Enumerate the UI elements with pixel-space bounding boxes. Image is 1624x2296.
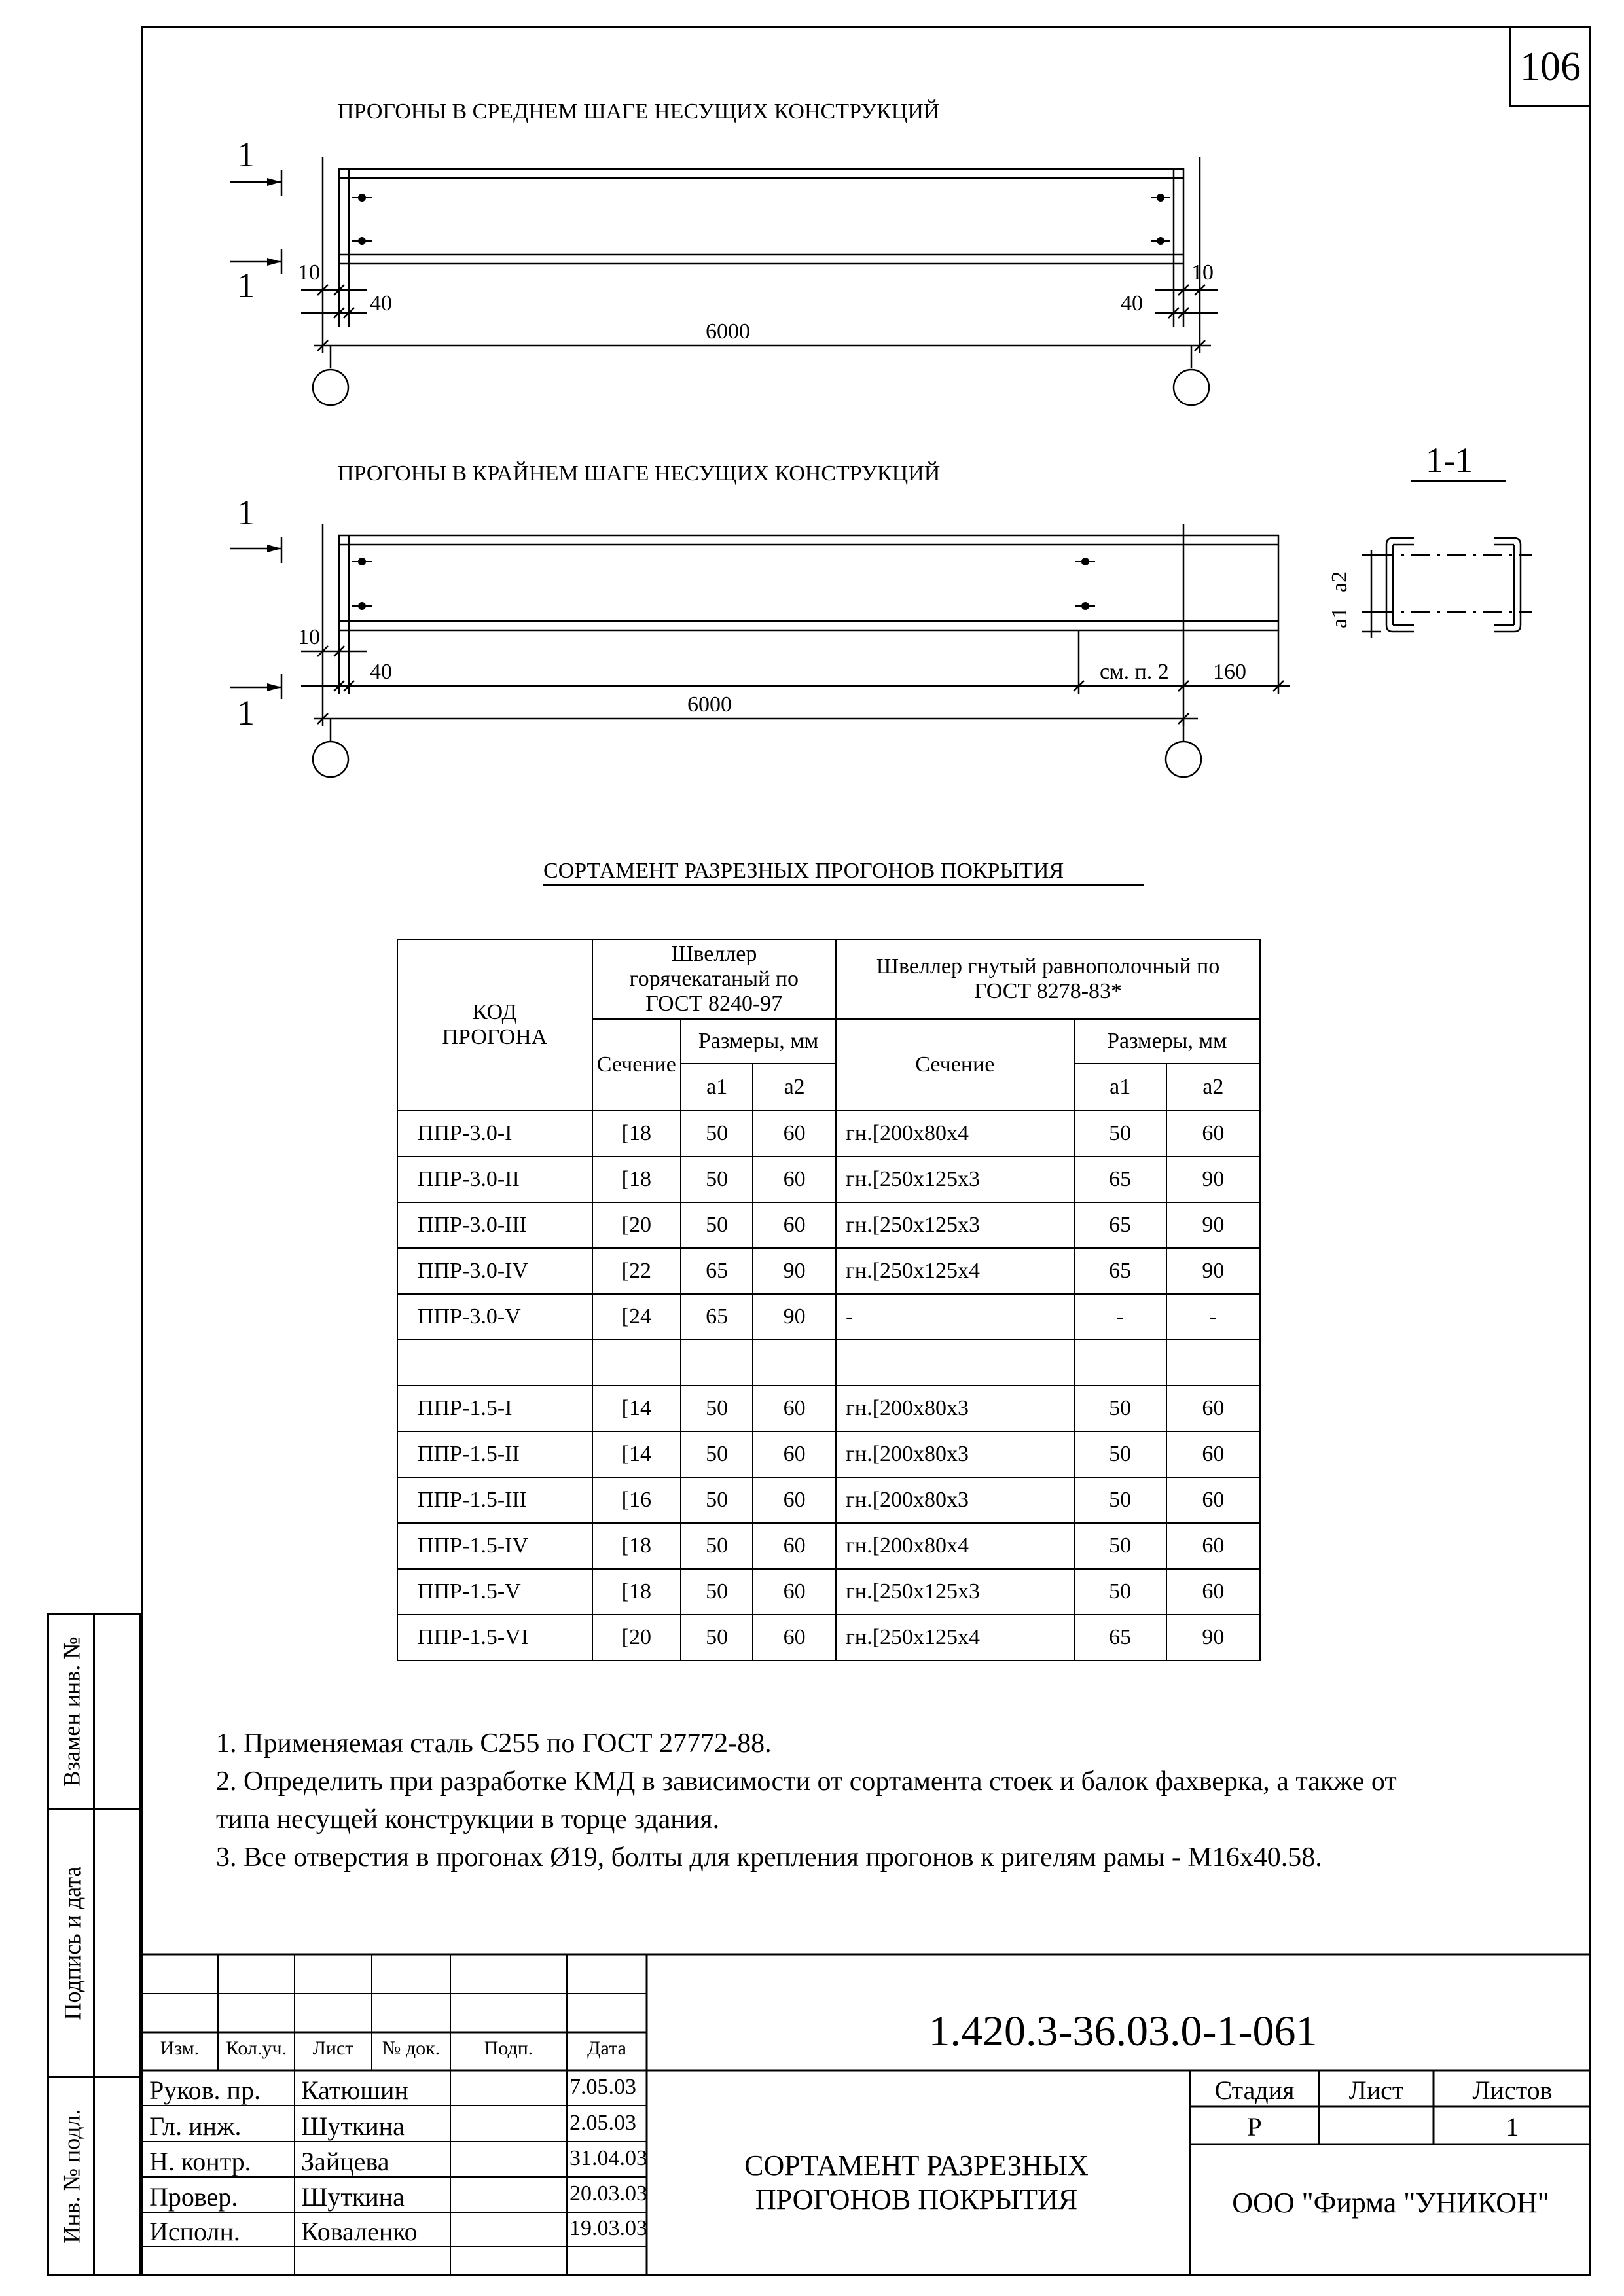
row-bent-section: гн.[250x125x3 xyxy=(836,1569,1074,1615)
section-a1-label: a1 xyxy=(1327,607,1352,628)
row-hot-a1: 65 xyxy=(681,1248,753,1294)
drawing2-section-bottom: 1 xyxy=(237,693,255,732)
row-bent-a2: 60 xyxy=(1166,1569,1260,1615)
stamp-title-line1: СОРТАМЕНТ РАЗРЕЗНЫХ xyxy=(744,2149,1089,2181)
stamp-date: 31.04.03 xyxy=(569,2146,647,2170)
row-bent-a1: 65 xyxy=(1074,1157,1166,1202)
stamp-role: Исполн. xyxy=(149,2217,240,2246)
row-hot-a2: 60 xyxy=(753,1569,836,1615)
row-bent-section: гн.[200x80x3 xyxy=(836,1431,1074,1477)
note-1: 1. Применяемая сталь С255 по ГОСТ 27772-88. xyxy=(216,1729,772,1759)
drawing2-dim-ref: см. п. 2 xyxy=(1100,660,1169,684)
note-3: 3. Все отверстия в прогонах Ø19, болты для крепления прогонов к ригелям рамы - М16x40.58. xyxy=(216,1842,1322,1873)
drawing2-dim-left-40: 40 xyxy=(370,660,392,684)
row-bent-a1: - xyxy=(1074,1294,1166,1340)
row-bent-section: гн.[200x80x3 xyxy=(836,1477,1074,1523)
drawing1-title: ПРОГОНЫ В СРЕДНЕМ ШАГЕ НЕСУЩИХ КОНСТРУКЦИЙ xyxy=(338,99,940,124)
row-bent-a1: 50 xyxy=(1074,1386,1166,1431)
stamp-listov-label: Листов xyxy=(1472,2075,1553,2105)
drawing1-dim-span: 6000 xyxy=(706,319,750,344)
section-label: 1-1 xyxy=(1426,440,1473,480)
drawing2-dim-span: 6000 xyxy=(687,692,732,717)
row-bent-a2: - xyxy=(1166,1294,1260,1340)
row-code: ППР-3.0-II xyxy=(397,1157,592,1202)
stamp-name: Зайцева xyxy=(301,2147,389,2176)
row-hot-a2: 60 xyxy=(753,1477,836,1523)
row-bent-section: гн.[200x80x3 xyxy=(836,1386,1074,1431)
row-bent-a1: 50 xyxy=(1074,1477,1166,1523)
row-hot-section: [20 xyxy=(592,1202,681,1248)
drawing2-dim-left-10: 10 xyxy=(298,625,320,649)
row-hot-a1: 50 xyxy=(681,1431,753,1477)
row-hot-a2: 60 xyxy=(753,1202,836,1248)
group2-a2-header: a2 xyxy=(1166,1064,1260,1111)
row-hot-a2: 60 xyxy=(753,1431,836,1477)
row-code: ППР-3.0-I xyxy=(397,1111,592,1157)
row-bent-a2: 60 xyxy=(1166,1477,1260,1523)
row-hot-a1: 65 xyxy=(681,1294,753,1340)
row-hot-section: [14 xyxy=(592,1431,681,1477)
row-bent-a2: 60 xyxy=(1166,1111,1260,1157)
row-hot-a2: 60 xyxy=(753,1386,836,1431)
row-bent-section: гн.[200x80x4 xyxy=(836,1111,1074,1157)
row-hot-section: [20 xyxy=(592,1615,681,1660)
note-2: 2. Определить при разработке КМД в зависимости от сортамента стоек и балок фахверка, а также от xyxy=(216,1767,1397,1797)
group2-dims-header: Размеры, мм xyxy=(1074,1019,1260,1064)
side-label-inv: Инв. № подл. xyxy=(59,2109,85,2244)
stamp-list-label: Лист xyxy=(1348,2075,1404,2105)
stamp-date: 2.05.03 xyxy=(569,2111,636,2135)
row-bent-a1: 50 xyxy=(1074,1431,1166,1477)
drawing1-section-bottom: 1 xyxy=(237,266,255,305)
group1-a2-header: a2 xyxy=(753,1064,836,1111)
stamp-role: Н. контр. xyxy=(149,2147,251,2176)
row-code: ППР-1.5-III xyxy=(397,1477,592,1523)
drawing1-dim-right-40: 40 xyxy=(1121,291,1143,315)
drawing1-dim-left-10: 10 xyxy=(298,260,320,285)
row-bent-a2: 90 xyxy=(1166,1157,1260,1202)
row-bent-a2: 60 xyxy=(1166,1523,1260,1569)
row-bent-a1: 50 xyxy=(1074,1523,1166,1569)
row-bent-a2: 90 xyxy=(1166,1248,1260,1294)
row-code: ППР-3.0-III xyxy=(397,1202,592,1248)
row-hot-a1: 50 xyxy=(681,1569,753,1615)
group2-section-header: Сечение xyxy=(836,1019,1074,1111)
row-hot-a2: 60 xyxy=(753,1523,836,1569)
note-2-cont: типа несущей конструкции в торце здания. xyxy=(216,1804,720,1835)
row-bent-a1: 65 xyxy=(1074,1202,1166,1248)
row-bent-a2: 60 xyxy=(1166,1386,1260,1431)
row-bent-section: гн.[200x80x4 xyxy=(836,1523,1074,1569)
row-hot-a2: 60 xyxy=(753,1157,836,1202)
group1-dims-header: Размеры, мм xyxy=(681,1019,836,1064)
stamp-stadia: Р xyxy=(1247,2112,1262,2142)
row-bent-a1: 50 xyxy=(1074,1569,1166,1615)
stamp-col-podp: Подп. xyxy=(484,2037,533,2059)
side-label-zamen: Взамен инв. № xyxy=(59,1636,85,1787)
group1-header: Швеллер горячекатаный по ГОСТ 8240-97 xyxy=(592,939,836,1019)
row-hot-a1: 50 xyxy=(681,1523,753,1569)
stamp-doc-number: 1.420.3-36.03.0-1-061 xyxy=(928,2007,1318,2055)
row-bent-a1: 50 xyxy=(1074,1111,1166,1157)
stamp-date: 19.03.03 xyxy=(569,2216,647,2240)
col-code-header: КОД ПРОГОНА xyxy=(397,939,592,1111)
table-title: СОРТАМЕНТ РАЗРЕЗНЫХ ПРОГОНОВ ПОКРЫТИЯ xyxy=(543,859,1064,883)
row-code: ППР-1.5-V xyxy=(397,1569,592,1615)
stamp-title-line2: ПРОГОНОВ ПОКРЫТИЯ xyxy=(755,2183,1078,2215)
stamp-name: Катюшин xyxy=(301,2075,408,2105)
row-code: ППР-3.0-V xyxy=(397,1294,592,1340)
row-hot-a1: 50 xyxy=(681,1111,753,1157)
row-bent-section: - xyxy=(836,1294,1074,1340)
row-code: ППР-1.5-VI xyxy=(397,1615,592,1660)
group1-section-header: Сечение xyxy=(592,1019,681,1111)
stamp-name: Шуткина xyxy=(301,2182,405,2212)
row-hot-section: [18 xyxy=(592,1523,681,1569)
row-hot-a1: 50 xyxy=(681,1157,753,1202)
drawing1-section-top: 1 xyxy=(237,135,255,174)
section-a2-label: a2 xyxy=(1327,571,1352,592)
row-hot-section: [14 xyxy=(592,1386,681,1431)
row-hot-section: [16 xyxy=(592,1477,681,1523)
row-bent-a2: 60 xyxy=(1166,1431,1260,1477)
stamp-name: Шуткина xyxy=(301,2111,405,2141)
row-bent-a1: 65 xyxy=(1074,1248,1166,1294)
stamp-listov: 1 xyxy=(1506,2112,1519,2142)
row-hot-a2: 90 xyxy=(753,1294,836,1340)
group2-a1-header: a1 xyxy=(1074,1064,1166,1111)
row-hot-a1: 50 xyxy=(681,1202,753,1248)
stamp-col-ndok: № док. xyxy=(382,2037,441,2059)
drawing2-title: ПРОГОНЫ В КРАЙНЕМ ШАГЕ НЕСУЩИХ КОНСТРУКЦИЙ xyxy=(338,461,941,486)
row-hot-a2: 60 xyxy=(753,1615,836,1660)
drawing1-dim-right-10: 10 xyxy=(1191,260,1214,285)
stamp-stadia-label: Стадия xyxy=(1214,2075,1295,2105)
row-bent-section: гн.[250x125x3 xyxy=(836,1157,1074,1202)
stamp-company: ООО "Фирма "УНИКОН" xyxy=(1232,2187,1549,2219)
row-bent-section: гн.[250x125x3 xyxy=(836,1202,1074,1248)
side-label-podpis: Подпись и дата xyxy=(59,1866,86,2020)
row-code: ППР-1.5-I xyxy=(397,1386,592,1431)
group2-header: Швеллер гнутый равнополочный по ГОСТ 8278-83* xyxy=(836,939,1260,1019)
row-hot-section: [18 xyxy=(592,1111,681,1157)
row-code: ППР-1.5-II xyxy=(397,1431,592,1477)
drawing2-section-top: 1 xyxy=(237,493,255,532)
stamp-role: Руков. пр. xyxy=(149,2075,261,2105)
row-hot-section: [18 xyxy=(592,1157,681,1202)
stamp-col-izm: Изм. xyxy=(160,2037,200,2059)
row-hot-a2: 90 xyxy=(753,1248,836,1294)
row-code: ППР-3.0-IV xyxy=(397,1248,592,1294)
row-hot-section: [24 xyxy=(592,1294,681,1340)
stamp-date: 20.03.03 xyxy=(569,2181,647,2206)
stamp-name: Коваленко xyxy=(301,2217,418,2246)
row-hot-section: [22 xyxy=(592,1248,681,1294)
row-bent-section: гн.[250x125x4 xyxy=(836,1248,1074,1294)
row-bent-section: гн.[250x125x4 xyxy=(836,1615,1074,1660)
row-bent-a2: 90 xyxy=(1166,1202,1260,1248)
row-bent-a2: 90 xyxy=(1166,1615,1260,1660)
row-code: ППР-1.5-IV xyxy=(397,1523,592,1569)
row-hot-a2: 60 xyxy=(753,1111,836,1157)
group1-a1-header: a1 xyxy=(681,1064,753,1111)
drawing2-dim-right-160: 160 xyxy=(1213,660,1246,684)
stamp-col-data: Дата xyxy=(587,2037,626,2059)
stamp-col-koluch: Кол.уч. xyxy=(225,2037,287,2059)
sheet-number: 106 xyxy=(1509,26,1591,107)
stamp-role: Провер. xyxy=(149,2182,238,2212)
row-hot-a1: 50 xyxy=(681,1615,753,1660)
stamp-col-list: Лист xyxy=(312,2037,354,2059)
row-hot-section: [18 xyxy=(592,1569,681,1615)
stamp-role: Гл. инж. xyxy=(149,2111,242,2141)
stamp-date: 7.05.03 xyxy=(569,2075,636,2099)
row-hot-a1: 50 xyxy=(681,1386,753,1431)
row-bent-a1: 65 xyxy=(1074,1615,1166,1660)
row-hot-a1: 50 xyxy=(681,1477,753,1523)
stamp-title xyxy=(655,2130,1178,2235)
drawing1-dim-left-40: 40 xyxy=(370,291,392,315)
